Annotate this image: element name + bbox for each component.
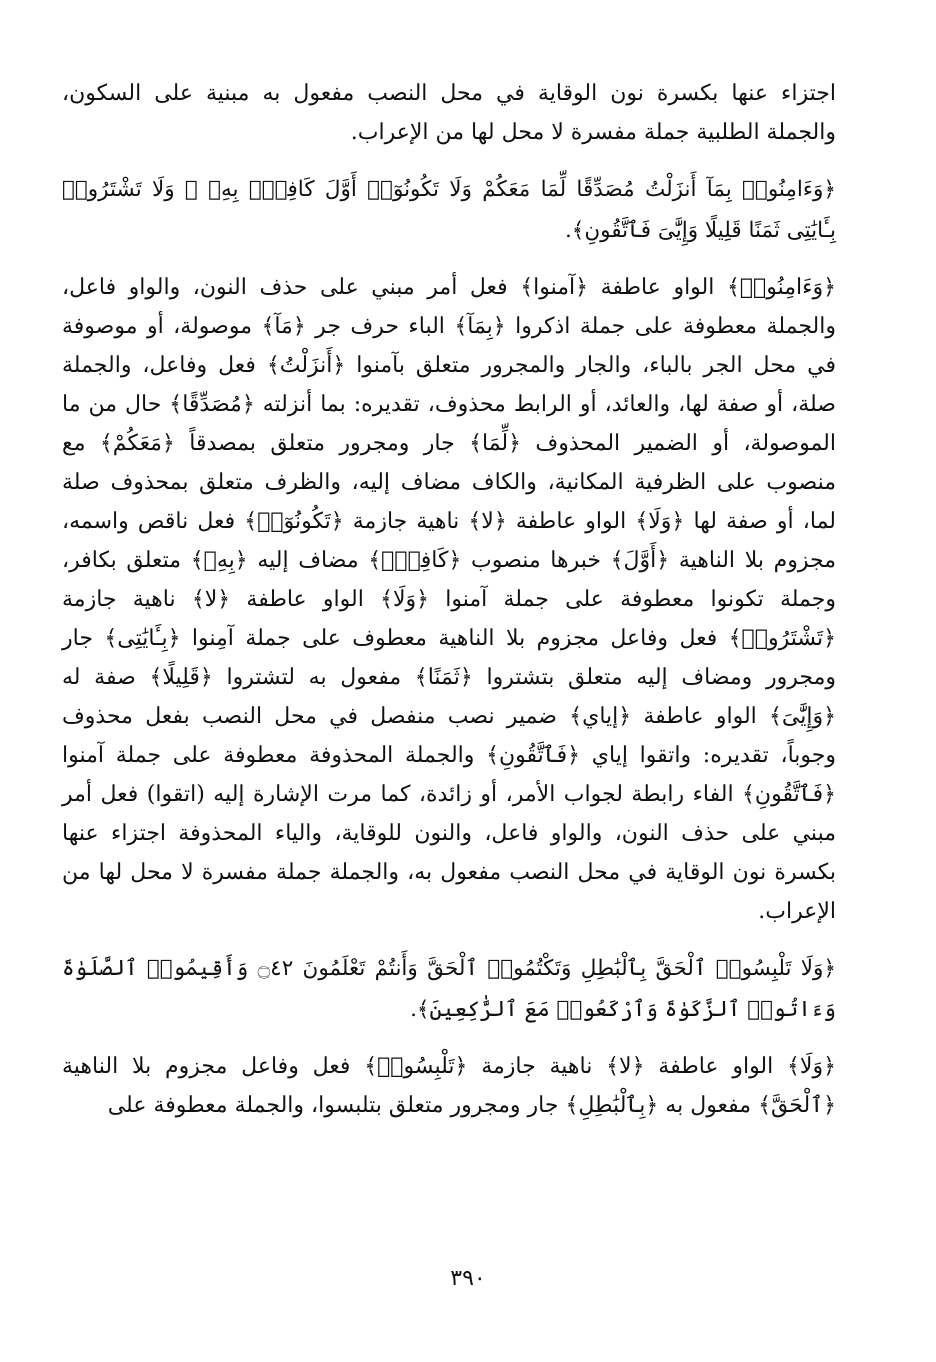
page-number: ٣٩٠ <box>450 1266 486 1291</box>
quran-verse: ﴿وَلَا تَلْبِسُوا۟ ٱلْحَقَّ بِٱلْبَٰطِلِ وَتَكْتُمُوا۟ ٱلْحَقَّ وَأَنتُمْ تَعْلَمُونَ ۝٤٢ وَأَقِيمُوا۟ ٱلصَّلَوٰةَ وَءَاتُوا۟ ٱلزَّكَوٰةَ وَٱرْكَعُوا۟ مَعَ ٱلرَّٰكِعِينَ﴾. <box>62 956 836 1022</box>
commentary-paragraph: ﴿وَلَا﴾ الواو عاطفة ﴿لا﴾ ناهية جازمة ﴿تَلْبِسُوا۟﴾ فعل وفاعل مجزوم بلا الناهية ﴿ٱلْحَقَّ﴾ مفعول به ﴿بِٱلْبَٰطِلِ﴾ جار ومجرور متعلق بتلبسوا، والجملة معطوفة على <box>62 1054 836 1118</box>
commentary-paragraph: اجتزاء عنها بكسرة نون الوقاية في محل النصب مفعول به مبنية على السكون، والجملة الطلبية جملة مفسرة لا محل لها من الإعراب. <box>62 81 836 145</box>
quran-verse: ﴿وَءَامِنُوا۟ بِمَآ أَنزَلْتُ مُصَدِّقًا لِّمَا مَعَكُمْ وَلَا تَكُونُوٓا۟ أَوَّلَ كَافِرٍۭ بِهِۦ ۖ وَلَا تَشْتَرُوا۟ بِـَٔايَٰتِى ثَمَنًا قَلِيلًا وَإِيَّٰىَ فَٱتَّقُونِ﴾. <box>62 177 836 243</box>
commentary-paragraph: ﴿وَءَامِنُوا۟﴾ الواو عاطفة ﴿آمنوا﴾ فعل أمر مبني على حذف النون، والواو فاعل، والجملة معطوفة على جملة اذكروا ﴿بِمَآ﴾ الباء حرف جر ﴿مَآ﴾ موصولة، أو موصوفة في محل الجر بالباء، والجار والمجرور متعلق بآمنوا ﴿أَنزَلْتُ﴾ فعل وفاعل، والجملة صلة، أو صفة لها، والعائد، أو الرابط محذوف، تقديره: بما أنزلته ﴿مُصَدِّقًا﴾ حال من ما الموصولة، أو الضمير المحذوف ﴿لِّمَا﴾ جار ومجرور متعلق بمصدقاً ﴿مَعَكُمْ﴾ مع منصوب على الظرفية المكانية، والكاف مضاف إليه، والظرف متعلق بمحذوف صلة لما، أو صفة لها ﴿وَلَا﴾ الواو عاطفة ﴿لا﴾ ناهية جازمة ﴿تَكُونُوٓا۟﴾ فعل ناقص واسمه، مجزوم بلا الناهية ﴿أَوَّلَ﴾ خبرها منصوب ﴿كَافِرٍۭ﴾ مضاف إليه ﴿بِهِۦ﴾ متعلق بكافر، وجملة تكونوا معطوفة على جملة آمنوا ﴿وَلَا﴾ الواو عاطفة ﴿لا﴾ ناهية جازمة ﴿تَشْتَرُوا۟﴾ فعل وفاعل مجزوم بلا الناهية معطوف على جملة آمِنوا ﴿بِـَٔايَٰتِى﴾ جار ومجرور ومضاف إليه متعلق بتشتروا ﴿ثَمَنًا﴾ مفعول به لتشتروا ﴿قَلِيلًا﴾ صفة له ﴿وَإِيَّٰىَ﴾ الواو عاطفة ﴿إياي﴾ ضمير نصب منفصل في محل النصب بفعل محذوف وجوباً، تقديره: واتقوا إياي ﴿فَٱتَّقُونِ﴾ والجملة المحذوفة معطوفة على جملة آمنوا ﴿فَٱتَّقُونِ﴾ الفاء رابطة لجواب الأمر، أو زائدة، كما مرت الإشارة إليه (اتقوا) فعل أمر مبني على حذف النون، والواو فاعل، والنون للوقاية، والياء المحذوفة اجتزاء عنها بكسرة نون الوقاية في محل النصب مفعول به، والجملة جملة مفسرة لا محل لها من الإعراب. <box>62 275 836 924</box>
